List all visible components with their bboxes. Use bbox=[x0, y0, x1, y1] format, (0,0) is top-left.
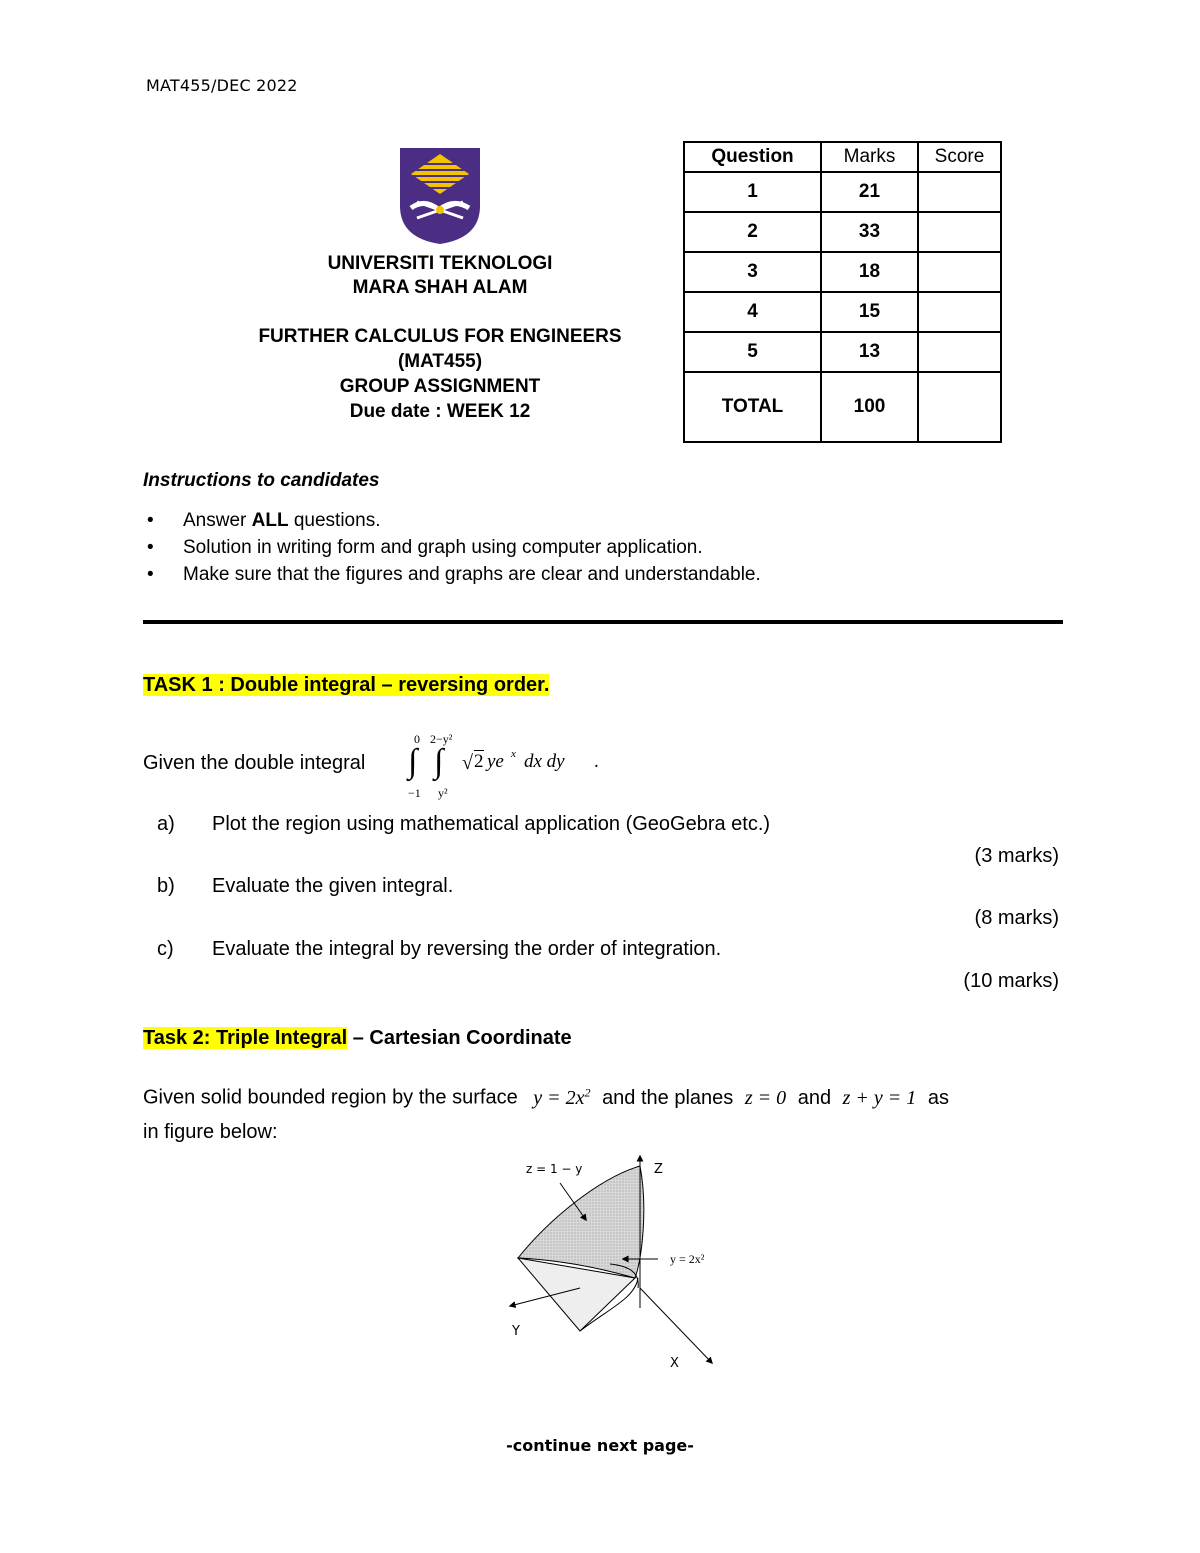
question-number: 3 bbox=[684, 252, 821, 292]
description-text: Given solid bounded region by the surface bbox=[143, 1086, 518, 1109]
axis-label-x: X bbox=[670, 1356, 679, 1371]
list-item: • Make sure that the figures and graphs are clear and understandable. bbox=[143, 561, 761, 588]
score-cell[interactable] bbox=[918, 212, 1001, 252]
course-title: FURTHER CALCULUS FOR ENGINEERS bbox=[258, 326, 622, 347]
integral-sign-outer: ∫ bbox=[408, 743, 418, 780]
inner-upper-limit: 2−y² bbox=[430, 732, 453, 746]
score-cell[interactable] bbox=[918, 252, 1001, 292]
uitm-crest-icon bbox=[399, 146, 481, 246]
header-marks: Marks bbox=[821, 142, 918, 172]
task2-title-rest: – Cartesian Coordinate bbox=[347, 1027, 572, 1049]
due-date: Due date : WEEK 12 bbox=[349, 401, 531, 422]
task1-part-c-marks: (10 marks) bbox=[963, 970, 1059, 992]
total-marks: 100 bbox=[821, 372, 918, 442]
axis-label-z: Z bbox=[654, 1162, 663, 1177]
table-row bbox=[684, 332, 1001, 372]
inner-lower-limit: y² bbox=[438, 786, 448, 800]
label-plane: z = 1 − y bbox=[526, 1162, 583, 1176]
task1-given-text: Given the double integral bbox=[143, 752, 366, 774]
task2-description-line2: in figure below: bbox=[143, 1121, 278, 1143]
university-name-line1: UNIVERSITI TEKNOLOGI bbox=[327, 253, 553, 274]
question-number: 1 bbox=[684, 172, 821, 212]
task1-part-c bbox=[157, 938, 721, 961]
question-marks: 33 bbox=[821, 212, 918, 252]
sqrt-radicand: 2 bbox=[474, 751, 484, 772]
task2-title-highlight: Task 2: Triple Integral bbox=[143, 1027, 348, 1049]
label-surface: y = 2x² bbox=[670, 1252, 705, 1266]
task1-part-a bbox=[157, 813, 770, 836]
equation-text: y = 2x bbox=[533, 1086, 585, 1109]
integral-sign-inner: ∫ bbox=[434, 743, 444, 780]
table-row bbox=[684, 252, 1001, 292]
instruction-emphasis: ALL bbox=[251, 510, 289, 531]
question-marks: 15 bbox=[821, 292, 918, 332]
university-name-line2: MARA SHAH ALAM bbox=[352, 277, 528, 298]
part-text: Evaluate the integral by reversing the order of integration. bbox=[212, 938, 722, 960]
page-footer: -continue next page- bbox=[506, 1436, 694, 1455]
sqrt-sign: √ bbox=[462, 752, 473, 774]
task1-title-text: TASK 1 : Double integral – reversing order. bbox=[143, 674, 550, 696]
total-score-cell[interactable] bbox=[918, 372, 1001, 442]
part-text: Evaluate the given integral. bbox=[212, 875, 454, 897]
instructions-title: Instructions to candidates bbox=[143, 470, 380, 491]
outer-upper-limit: 0 bbox=[414, 732, 420, 746]
task1-part-a-marks: (3 marks) bbox=[974, 845, 1059, 867]
question-marks: 13 bbox=[821, 332, 918, 372]
question-number: 2 bbox=[684, 212, 821, 252]
description-text: and the planes bbox=[602, 1086, 734, 1109]
integrand-exponent: x bbox=[511, 748, 516, 760]
equation-plane-zy: z + y = 1 bbox=[842, 1086, 917, 1109]
question-number: 5 bbox=[684, 332, 821, 372]
description-text: as bbox=[927, 1086, 949, 1109]
table-header-row bbox=[684, 142, 1001, 172]
score-cell[interactable] bbox=[918, 292, 1001, 332]
list-item: • Solution in writing form and graph using computer application. bbox=[143, 534, 761, 561]
table-row bbox=[684, 212, 1001, 252]
total-label: TOTAL bbox=[684, 372, 821, 442]
course-code: (MAT455) bbox=[397, 351, 483, 372]
integral-end-period: . bbox=[594, 751, 599, 772]
integrand: ye bbox=[487, 751, 504, 772]
task1-part-b bbox=[157, 875, 453, 898]
task1-title bbox=[143, 674, 549, 697]
table-row bbox=[684, 292, 1001, 332]
instruction-text: questions. bbox=[288, 510, 381, 531]
header-question: Question bbox=[684, 142, 821, 172]
assignment-type: GROUP ASSIGNMENT bbox=[339, 376, 541, 397]
list-item bbox=[143, 507, 761, 534]
part-label: a) bbox=[157, 813, 175, 835]
part-text: Plot the region using mathematical application (GeoGebra etc.) bbox=[212, 813, 771, 835]
differentials: dx dy bbox=[524, 751, 565, 772]
part-label: c) bbox=[157, 938, 174, 960]
equation-surface bbox=[533, 1087, 590, 1109]
instruction-text: Answer bbox=[183, 510, 252, 531]
part-label: b) bbox=[157, 875, 175, 897]
axis-label-y: Y bbox=[512, 1324, 520, 1339]
table-total-row bbox=[684, 372, 1001, 442]
task2-description-line1 bbox=[143, 1085, 1063, 1110]
equation-exponent: 2 bbox=[584, 1085, 591, 1099]
task2-title bbox=[143, 1027, 572, 1050]
outer-lower-limit: −1 bbox=[408, 786, 421, 800]
marks-table bbox=[683, 141, 1002, 443]
instructions-list bbox=[143, 507, 761, 588]
score-cell[interactable] bbox=[918, 332, 1001, 372]
question-marks: 21 bbox=[821, 172, 918, 212]
score-cell[interactable] bbox=[918, 172, 1001, 212]
solid-region-figure bbox=[490, 1148, 750, 1380]
double-integral-expression bbox=[406, 732, 616, 800]
task1-part-b-marks: (8 marks) bbox=[974, 907, 1059, 929]
header-score: Score bbox=[918, 142, 1001, 172]
question-marks: 18 bbox=[821, 252, 918, 292]
document-header: MAT455/DEC 2022 bbox=[146, 76, 298, 95]
question-number: 4 bbox=[684, 292, 821, 332]
equation-plane-z0: z = 0 bbox=[744, 1086, 787, 1109]
description-text: and bbox=[797, 1086, 832, 1109]
section-divider bbox=[143, 620, 1063, 624]
table-row bbox=[684, 172, 1001, 212]
